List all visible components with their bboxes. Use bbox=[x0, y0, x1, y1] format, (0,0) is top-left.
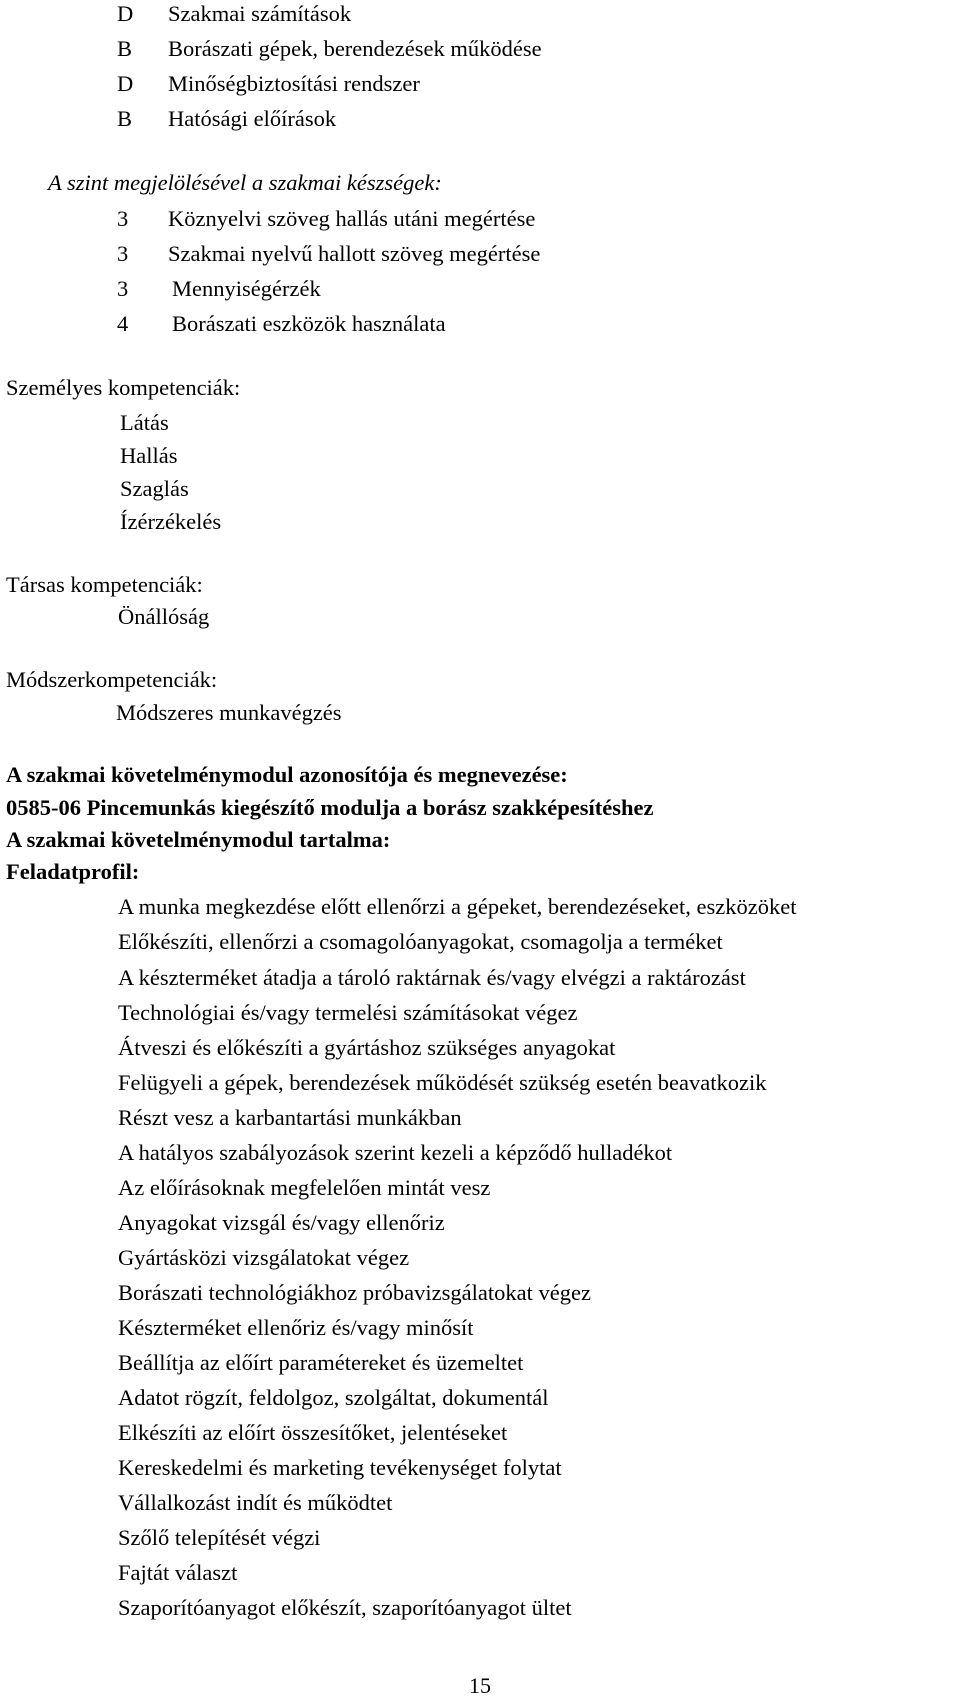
personal-competency: Szaglás bbox=[120, 476, 189, 501]
personal-competency: Ízérzékelés bbox=[120, 509, 222, 534]
task-item: Felügyeli a gépek, berendezések működését szükség esetén beavatkozik bbox=[118, 1070, 767, 1095]
exam-part-text: Szakmai számítások bbox=[168, 1, 352, 26]
exam-part-text: Borászati gépek, berendezések működése bbox=[168, 36, 542, 61]
personal-competencies-heading: Személyes kompetenciák: bbox=[6, 375, 241, 400]
social-competency: Önállóság bbox=[118, 604, 210, 629]
task-item: Beállítja az előírt paramétereket és üzemeltet bbox=[118, 1350, 524, 1375]
task-item: Anyagokat vizsgál és/vagy ellenőriz bbox=[118, 1210, 445, 1235]
method-competency: Módszeres munkavégzés bbox=[116, 700, 342, 725]
skill-level: 3 bbox=[117, 276, 129, 301]
task-item: Technológiai és/vagy termelési számításokat végez bbox=[118, 1000, 578, 1025]
skill-text: Köznyelvi szöveg hallás utáni megértése bbox=[168, 206, 536, 231]
task-item: Borászati technológiákhoz próbavizsgálatokat végez bbox=[118, 1280, 591, 1305]
exam-part-text: Minőségbiztosítási rendszer bbox=[168, 71, 420, 96]
personal-competency: Látás bbox=[120, 410, 169, 435]
social-competencies-heading: Társas kompetenciák: bbox=[6, 572, 203, 597]
module-id-heading: A szakmai követelménymodul azonosítója és megnevezése: bbox=[6, 762, 568, 787]
task-item: Kereskedelmi és marketing tevékenységet folytat bbox=[118, 1455, 562, 1480]
exam-part-letter: B bbox=[117, 36, 133, 61]
task-item: Részt vesz a karbantartási munkákban bbox=[118, 1105, 462, 1130]
exam-part-letter: B bbox=[117, 106, 133, 131]
skill-text: Mennyiségérzék bbox=[172, 276, 321, 301]
task-item: Szőlő telepítését végzi bbox=[118, 1525, 321, 1550]
task-item: Az előírásoknak megfelelően mintát vesz bbox=[118, 1175, 491, 1200]
personal-competency: Hallás bbox=[120, 443, 178, 468]
skill-text: Borászati eszközök használata bbox=[172, 311, 446, 336]
skill-level: 4 bbox=[117, 311, 129, 336]
skills-heading: A szint megjelölésével a szakmai készségek: bbox=[48, 170, 442, 195]
task-profile-heading: Feladatprofil: bbox=[6, 859, 140, 884]
skill-text: Szakmai nyelvű hallott szöveg megértése bbox=[168, 241, 541, 266]
module-id-name: 0585-06 Pincemunkás kiegészítő modulja a borász szakképesítéshez bbox=[6, 795, 654, 820]
exam-part-letter: D bbox=[117, 1, 134, 26]
task-item: A készterméket átadja a tároló raktárnak és/vagy elvégzi a raktározást bbox=[118, 965, 746, 990]
task-item: Gyártásközi vizsgálatokat végez bbox=[118, 1245, 410, 1270]
page-number: 15 bbox=[469, 1673, 491, 1698]
module-content-heading: A szakmai követelménymodul tartalma: bbox=[6, 827, 391, 852]
task-item: A hatályos szabályozások szerint kezeli a képződő hulladékot bbox=[118, 1140, 673, 1165]
task-item: Vállalkozást indít és működtet bbox=[118, 1490, 393, 1515]
task-item: A munka megkezdése előtt ellenőrzi a gépeket, berendezéseket, eszközöket bbox=[118, 894, 797, 919]
task-item: Készterméket ellenőriz és/vagy minősít bbox=[118, 1315, 474, 1340]
exam-part-text: Hatósági előírások bbox=[168, 106, 337, 131]
skill-level: 3 bbox=[117, 241, 129, 266]
task-item: Fajtát választ bbox=[118, 1560, 238, 1585]
skill-level: 3 bbox=[117, 206, 129, 231]
task-item: Elkészíti az előírt összesítőket, jelentéseket bbox=[118, 1420, 508, 1445]
method-competencies-heading: Módszerkompetenciák: bbox=[6, 667, 218, 692]
task-item: Adatot rögzít, feldolgoz, szolgáltat, dokumentál bbox=[118, 1385, 549, 1410]
task-item: Előkészíti, ellenőrzi a csomagolóanyagokat, csomagolja a terméket bbox=[118, 929, 723, 954]
exam-part-letter: D bbox=[117, 71, 134, 96]
task-item: Szaporítóanyagot előkészít, szaporítóanyagot ültet bbox=[118, 1595, 572, 1620]
task-item: Átveszi és előkészíti a gyártáshoz szükséges anyagokat bbox=[118, 1035, 616, 1060]
